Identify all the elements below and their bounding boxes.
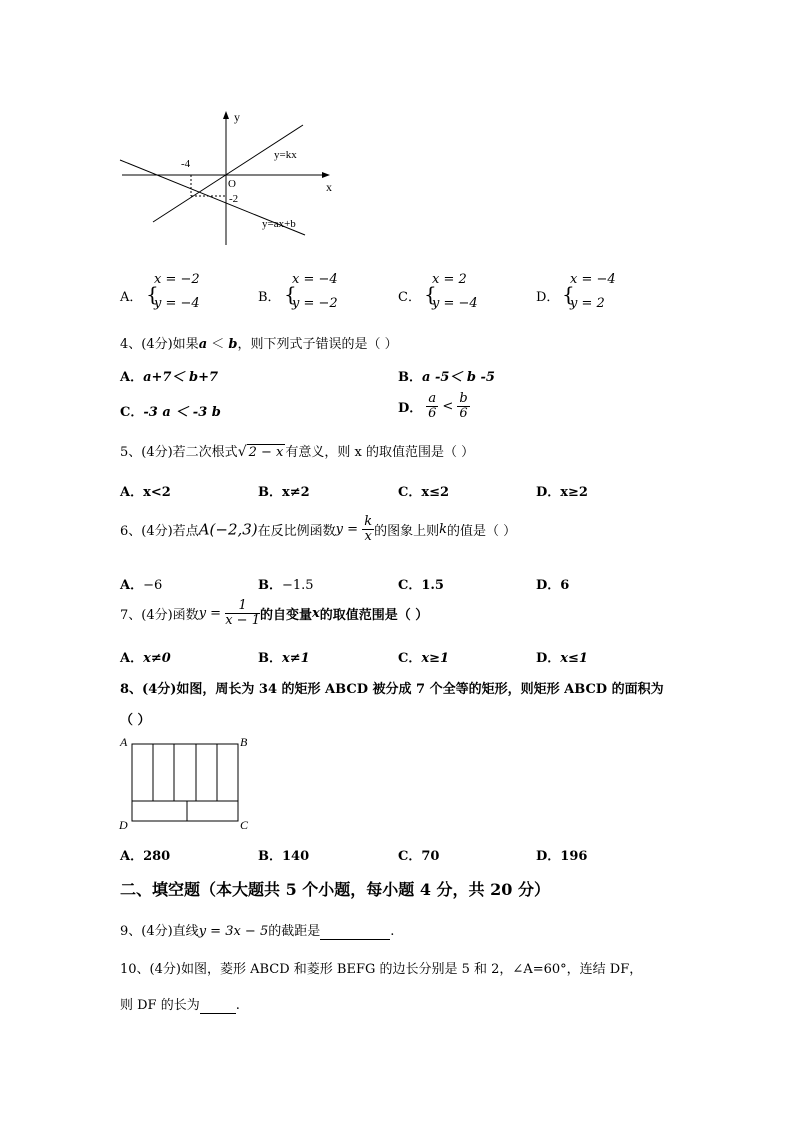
q7-stem: 7、(4分)函数y = $\frac{1}{x - 1}$ 的自变量x的取值范围是（ ） xyxy=(120,598,429,628)
vertex-label-d: D xyxy=(119,818,128,832)
line-y-kx xyxy=(153,125,303,222)
neg4-label: -4 xyxy=(181,158,191,170)
q7-option-c[interactable]: C．x≥1 xyxy=(398,651,450,666)
fraction-1-over-x-minus-1: $\frac{1}{x - 1}$ xyxy=(225,598,260,628)
fraction-a-over-6: $\frac{a}{6}$ xyxy=(428,391,437,421)
q7-option-a[interactable]: A．x≠0 xyxy=(120,651,171,666)
q8-option-c[interactable]: C．70 xyxy=(398,849,440,864)
outer-rectangle xyxy=(132,744,238,821)
q4-option-c[interactable]: C．-3 a ＜ -3 b xyxy=(120,405,221,420)
q10-line2: 则 DF 的长为 . xyxy=(120,998,240,1013)
vertex-label-b: B xyxy=(240,735,248,749)
y-axis-arrow xyxy=(223,111,229,119)
q6-stem: 6、(4分)若点A(−2,3)在反比例函数y = $\frac{k}{x}$ 的图象上则k的值是（ ） xyxy=(120,514,517,544)
q4-option-d[interactable]: D． $\frac{a}{6}$ < $\frac{b}{6}$ xyxy=(398,391,468,421)
q5-option-a[interactable]: A．x<2 xyxy=(120,485,171,500)
q6-option-a[interactable]: A．−6 xyxy=(120,578,163,593)
q5-option-d[interactable]: D．x≥2 xyxy=(536,485,588,500)
line2-label: y=ax+b xyxy=(262,218,296,230)
q8-stem-line1: 8、(4分)如图，周长为 34 的矩形 ABCD 被分成 7 个全等的矩形，则矩形 ABCD 的面积为 xyxy=(120,682,664,697)
q6-option-d[interactable]: D．6 xyxy=(536,578,570,593)
q4-option-a[interactable]: A．a+7＜ b+7 xyxy=(120,370,219,385)
line1-label: y=kx xyxy=(274,149,297,161)
q8-option-d[interactable]: D．196 xyxy=(536,849,588,864)
x-axis-arrow xyxy=(322,172,330,178)
q8-option-b[interactable]: B．140 xyxy=(258,849,310,864)
x-axis-label: x xyxy=(326,180,332,194)
radicand: 2 − x xyxy=(248,445,284,460)
q5-stem: 5、(4分)若二次根式√ 2 − x 有意义，则 x 的取值范围是（ ） xyxy=(120,444,475,460)
neg2-label: -2 xyxy=(229,193,239,205)
q5-option-b[interactable]: B．x≠2 xyxy=(258,485,310,500)
vertex-label-a: A xyxy=(120,735,128,749)
q7-option-b[interactable]: B．x≠1 xyxy=(258,651,310,666)
q9-stem: 9、(4分)直线y = 3x − 5的截距是 . xyxy=(120,924,395,939)
q4-stem: 4、(4分)如果a ＜ b，则下列式子错误的是（ ） xyxy=(120,337,398,352)
section-title: 二、填空题（本大题共 5 个小题，每小题 4 分，共 20 分） xyxy=(120,880,550,899)
q8-stem-line2: （ ） xyxy=(120,713,151,728)
q10-line1: 10、(4分)如图，菱形 ABCD 和菱形 BEFG 的边长分别是 5 和 2，∠A=60°，连结 DF， xyxy=(120,962,643,977)
q7-option-d[interactable]: D．x≤1 xyxy=(536,651,588,666)
brace-icon: { xyxy=(146,282,159,306)
q6-option-b[interactable]: B．−1.5 xyxy=(258,578,314,593)
q4-option-b[interactable]: B．a -5＜ b -5 xyxy=(398,370,495,385)
q8-option-a[interactable]: A．280 xyxy=(120,849,171,864)
fraction-k-over-x: $\frac{k}{x}$ xyxy=(364,514,373,544)
rectangle-abcd-diagram xyxy=(115,733,260,833)
y-axis-label: y xyxy=(234,110,240,124)
sqrt-icon: √ xyxy=(237,444,247,460)
linear-functions-graph xyxy=(110,105,350,255)
q9-answer-blank[interactable] xyxy=(320,924,390,940)
q6-option-c[interactable]: C．1.5 xyxy=(398,578,444,593)
brace-icon: { xyxy=(424,282,437,306)
q5-option-c[interactable]: C．x≤2 xyxy=(398,485,450,500)
origin-label: O xyxy=(228,178,236,190)
vertex-label-c: C xyxy=(240,818,249,832)
fraction-b-over-6: $\frac{b}{6}$ xyxy=(459,391,468,421)
brace-icon: { xyxy=(562,282,575,306)
brace-icon: { xyxy=(284,282,297,306)
q10-answer-blank[interactable] xyxy=(200,998,236,1014)
